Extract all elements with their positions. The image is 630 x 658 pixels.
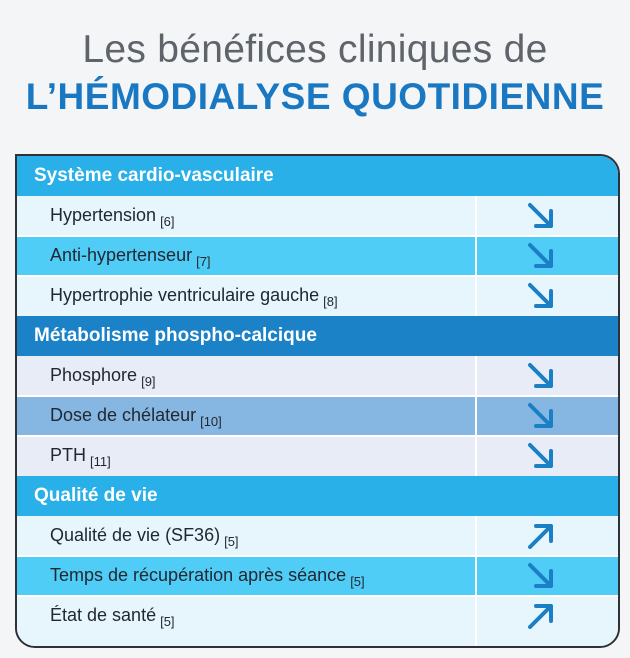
row-label: Temps de récupération après séance	[50, 565, 347, 585]
table-row	[17, 196, 618, 236]
row-label: État de santé	[50, 605, 157, 625]
section-header-quality	[17, 476, 618, 516]
column-divider	[475, 196, 477, 236]
benefits-table	[15, 154, 620, 648]
column-divider	[475, 436, 477, 476]
table-row	[17, 236, 618, 276]
row-separator	[17, 435, 618, 437]
row-label: Anti-hypertenseur	[50, 245, 193, 265]
column-divider	[475, 396, 477, 436]
row-label: Qualité de vie (SF36)	[50, 525, 221, 545]
row-label: PTH	[50, 445, 86, 465]
arrow-up-right-icon	[525, 520, 557, 552]
section-title: Système cardio-vasculaire	[34, 165, 274, 186]
row-separator	[17, 275, 618, 277]
table-row	[17, 596, 618, 646]
column-divider	[475, 276, 477, 316]
row-ref: [9]	[141, 374, 156, 389]
row-separator	[17, 235, 618, 237]
column-divider	[475, 236, 477, 276]
row-ref: [11]	[90, 454, 111, 469]
column-divider	[475, 356, 477, 396]
row-ref: [5]	[224, 534, 239, 549]
page-subtitle: L’HÉMODIALYSE QUOTIDIENNE	[25, 76, 605, 117]
section-header-cardio	[17, 156, 618, 196]
table-row	[17, 516, 618, 556]
page-title: Les bénéfices cliniques de	[82, 28, 548, 71]
row-label: Phosphore	[50, 365, 138, 385]
section-title: Métabolisme phospho-calcique	[34, 325, 317, 346]
row-ref: [7]	[196, 254, 211, 269]
arrow-down-right-icon	[525, 200, 557, 232]
row-ref: [10]	[200, 414, 222, 429]
section-title: Qualité de vie	[34, 485, 158, 506]
row-separator	[17, 395, 618, 397]
table-row	[17, 396, 618, 436]
column-divider	[475, 596, 477, 646]
row-separator	[17, 555, 618, 557]
table-row	[17, 436, 618, 476]
table-row	[17, 556, 618, 596]
row-label: Dose de chélateur	[50, 405, 197, 425]
section-header-phospho	[17, 316, 618, 356]
row-ref: [6]	[160, 214, 175, 229]
row-label: Hypertrophie ventriculaire gauche	[50, 285, 320, 305]
arrow-down-right-icon	[525, 280, 557, 312]
column-divider	[475, 556, 477, 596]
arrow-down-right-icon	[525, 360, 557, 392]
row-ref: [5]	[160, 614, 175, 629]
row-label: Hypertension	[50, 205, 157, 225]
arrow-up-right-icon	[525, 600, 557, 632]
row-ref: [5]	[350, 574, 365, 589]
arrow-down-right-icon	[525, 440, 557, 472]
table-row	[17, 276, 618, 316]
table-row	[17, 356, 618, 396]
row-ref: [8]	[323, 294, 338, 309]
column-divider	[475, 516, 477, 556]
row-separator	[17, 595, 618, 597]
arrow-down-right-icon	[525, 400, 557, 432]
arrow-down-right-icon	[525, 560, 557, 592]
arrow-down-right-icon	[525, 240, 557, 272]
